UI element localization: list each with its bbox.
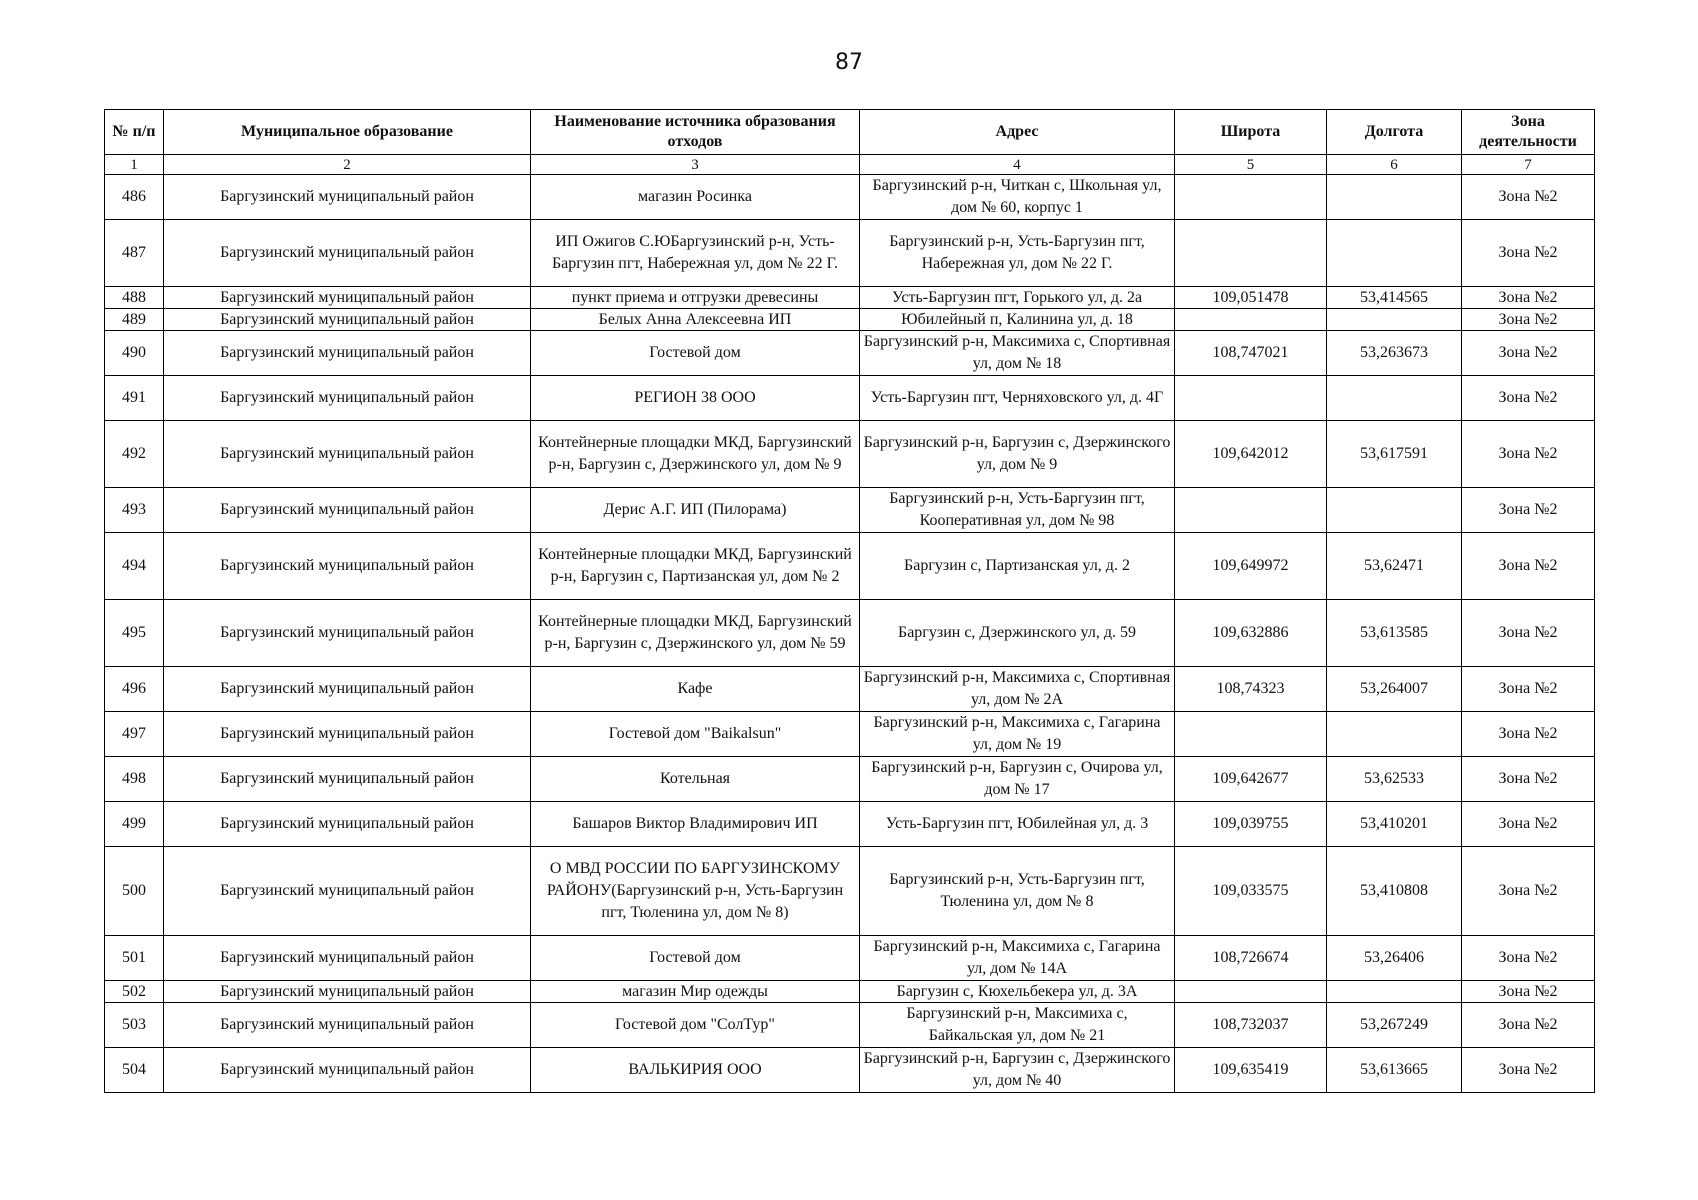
cell-municipality: Баргузинский муниципальный район xyxy=(164,1048,531,1093)
header-cell-longitude: Долгота xyxy=(1327,110,1462,155)
cell-municipality: Баргузинский муниципальный район xyxy=(164,488,531,533)
cell-source-name: магазин Росинка xyxy=(531,175,860,220)
cell-zone: Зона №2 xyxy=(1462,533,1595,600)
cell-address: Усть-Баргузин пгт, Черняховского ул, д. 4Г xyxy=(860,376,1175,421)
cell-source-name: Гостевой дом xyxy=(531,936,860,981)
cell-index: 502 xyxy=(105,981,164,1003)
table-row xyxy=(105,936,1595,981)
cell-zone: Зона №2 xyxy=(1462,847,1595,936)
cell-zone: Зона №2 xyxy=(1462,936,1595,981)
cell-index: 498 xyxy=(105,757,164,802)
cell-index: 495 xyxy=(105,600,164,667)
cell-source-name: Контейнерные площадки МКД, Баргузинский р-н, Баргузин с, Дзержинского ул, дом № 9 xyxy=(531,421,860,488)
table-row xyxy=(105,1048,1595,1093)
cell-index: 490 xyxy=(105,331,164,376)
cell-longitude: 53,410201 xyxy=(1327,802,1462,847)
cell-latitude: 108,732037 xyxy=(1175,1003,1327,1048)
page-number: 87 xyxy=(835,50,863,75)
cell-municipality: Баргузинский муниципальный район xyxy=(164,376,531,421)
table-row xyxy=(105,376,1595,421)
cell-latitude xyxy=(1175,488,1327,533)
cell-index: 503 xyxy=(105,1003,164,1048)
cell-latitude: 109,642012 xyxy=(1175,421,1327,488)
table-row xyxy=(105,712,1595,757)
cell-longitude: 53,414565 xyxy=(1327,287,1462,309)
cell-source-name: Кафе xyxy=(531,667,860,712)
cell-address: Юбилейный п, Калинина ул, д. 18 xyxy=(860,309,1175,331)
cell-source-name: О МВД РОССИИ ПО БАРГУЗИНСКОМУ РАЙОНУ(Баргузинский р-н, Усть-Баргузин пгт, Тюленина ул, дом № 8) xyxy=(531,847,860,936)
cell-zone: Зона №2 xyxy=(1462,331,1595,376)
cell-index: 500 xyxy=(105,847,164,936)
cell-municipality: Баргузинский муниципальный район xyxy=(164,175,531,220)
cell-longitude: 53,62471 xyxy=(1327,533,1462,600)
waste-sources-table xyxy=(104,109,1595,1093)
cell-municipality: Баргузинский муниципальный район xyxy=(164,600,531,667)
cell-zone: Зона №2 xyxy=(1462,421,1595,488)
cell-address: Усть-Баргузин пгт, Горького ул, д. 2а xyxy=(860,287,1175,309)
header-cell-latitude: Широта xyxy=(1175,110,1327,155)
cell-index: 496 xyxy=(105,667,164,712)
cell-address: Усть-Баргузин пгт, Юбилейная ул, д. 3 xyxy=(860,802,1175,847)
cell-index: 488 xyxy=(105,287,164,309)
cell-latitude: 109,632886 xyxy=(1175,600,1327,667)
cell-source-name: Гостевой дом "СолТур" xyxy=(531,1003,860,1048)
cell-source-name: ВАЛЬКИРИЯ ООО xyxy=(531,1048,860,1093)
cell-zone: Зона №2 xyxy=(1462,376,1595,421)
cell-latitude: 109,642677 xyxy=(1175,757,1327,802)
cell-source-name: Дерис А.Г. ИП (Пилорама) xyxy=(531,488,860,533)
cell-latitude xyxy=(1175,175,1327,220)
cell-address: Баргузинский р-н, Максимиха с, Спортивная ул, дом № 18 xyxy=(860,331,1175,376)
cell-latitude: 109,649972 xyxy=(1175,533,1327,600)
cell-latitude xyxy=(1175,981,1327,1003)
cell-municipality: Баргузинский муниципальный район xyxy=(164,712,531,757)
column-number: 2 xyxy=(164,155,531,175)
cell-index: 494 xyxy=(105,533,164,600)
table-row xyxy=(105,287,1595,309)
cell-latitude: 108,747021 xyxy=(1175,331,1327,376)
cell-index: 504 xyxy=(105,1048,164,1093)
table-row xyxy=(105,488,1595,533)
table-row xyxy=(105,600,1595,667)
cell-longitude: 53,62533 xyxy=(1327,757,1462,802)
cell-latitude xyxy=(1175,220,1327,287)
cell-municipality: Баргузинский муниципальный район xyxy=(164,1003,531,1048)
cell-longitude xyxy=(1327,712,1462,757)
column-number: 7 xyxy=(1462,155,1595,175)
cell-index: 493 xyxy=(105,488,164,533)
cell-longitude xyxy=(1327,175,1462,220)
cell-source-name: магазин Мир одежды xyxy=(531,981,860,1003)
column-number-row xyxy=(105,155,1595,175)
cell-zone: Зона №2 xyxy=(1462,175,1595,220)
cell-longitude: 53,267249 xyxy=(1327,1003,1462,1048)
table-row xyxy=(105,847,1595,936)
cell-latitude: 109,033575 xyxy=(1175,847,1327,936)
cell-source-name: Башаров Виктор Владимирович ИП xyxy=(531,802,860,847)
cell-address: Баргузинский р-н, Усть-Баргузин пгт, Тюленина ул, дом № 8 xyxy=(860,847,1175,936)
cell-municipality: Баргузинский муниципальный район xyxy=(164,847,531,936)
cell-latitude: 108,74323 xyxy=(1175,667,1327,712)
cell-index: 487 xyxy=(105,220,164,287)
cell-zone: Зона №2 xyxy=(1462,981,1595,1003)
cell-municipality: Баргузинский муниципальный район xyxy=(164,533,531,600)
cell-zone: Зона №2 xyxy=(1462,712,1595,757)
cell-zone: Зона №2 xyxy=(1462,309,1595,331)
cell-longitude xyxy=(1327,488,1462,533)
cell-address: Баргузин с, Партизанская ул, д. 2 xyxy=(860,533,1175,600)
cell-address: Баргузинский р-н, Читкан с, Школьная ул, дом № 60, корпус 1 xyxy=(860,175,1175,220)
column-number: 1 xyxy=(105,155,164,175)
cell-source-name: пункт приема и отгрузки древесины xyxy=(531,287,860,309)
cell-address: Баргузинский р-н, Максимиха с, Гагарина ул, дом № 19 xyxy=(860,712,1175,757)
cell-address: Баргузинский р-н, Максимиха с, Спортивная ул, дом № 2А xyxy=(860,667,1175,712)
cell-longitude: 53,613585 xyxy=(1327,600,1462,667)
cell-index: 491 xyxy=(105,376,164,421)
cell-municipality: Баргузинский муниципальный район xyxy=(164,757,531,802)
cell-municipality: Баргузинский муниципальный район xyxy=(164,981,531,1003)
cell-municipality: Баргузинский муниципальный район xyxy=(164,667,531,712)
table-row xyxy=(105,175,1595,220)
cell-latitude: 108,726674 xyxy=(1175,936,1327,981)
cell-index: 486 xyxy=(105,175,164,220)
cell-longitude: 53,264007 xyxy=(1327,667,1462,712)
cell-zone: Зона №2 xyxy=(1462,667,1595,712)
cell-longitude xyxy=(1327,309,1462,331)
cell-source-name: Белых Анна Алексеевна ИП xyxy=(531,309,860,331)
column-number: 5 xyxy=(1175,155,1327,175)
table-row xyxy=(105,802,1595,847)
cell-zone: Зона №2 xyxy=(1462,1003,1595,1048)
cell-zone: Зона №2 xyxy=(1462,802,1595,847)
column-number: 6 xyxy=(1327,155,1462,175)
table-row xyxy=(105,667,1595,712)
cell-address: Баргузинский р-н, Максимиха с, Байкальская ул, дом № 21 xyxy=(860,1003,1175,1048)
cell-latitude: 109,051478 xyxy=(1175,287,1327,309)
cell-address: Баргузинский р-н, Усть-Баргузин пгт, Кооперативная ул, дом № 98 xyxy=(860,488,1175,533)
table-body xyxy=(105,175,1595,1093)
cell-longitude xyxy=(1327,981,1462,1003)
cell-index: 501 xyxy=(105,936,164,981)
header-cell-zone: Зона деятельности xyxy=(1462,110,1595,155)
cell-source-name: Котельная xyxy=(531,757,860,802)
cell-address: Баргузинский р-н, Усть-Баргузин пгт, Набережная ул, дом № 22 Г. xyxy=(860,220,1175,287)
cell-longitude xyxy=(1327,220,1462,287)
cell-municipality: Баргузинский муниципальный район xyxy=(164,287,531,309)
header-cell-index: № п/п xyxy=(105,110,164,155)
cell-latitude: 109,635419 xyxy=(1175,1048,1327,1093)
cell-longitude: 53,263673 xyxy=(1327,331,1462,376)
cell-longitude: 53,613665 xyxy=(1327,1048,1462,1093)
cell-municipality: Баргузинский муниципальный район xyxy=(164,802,531,847)
cell-latitude xyxy=(1175,712,1327,757)
cell-source-name: Гостевой дом "Baikalsun" xyxy=(531,712,860,757)
cell-latitude xyxy=(1175,309,1327,331)
header-cell-address: Адрес xyxy=(860,110,1175,155)
cell-index: 492 xyxy=(105,421,164,488)
cell-zone: Зона №2 xyxy=(1462,287,1595,309)
column-number: 3 xyxy=(531,155,860,175)
header-cell-municipality: Муниципальное образование xyxy=(164,110,531,155)
cell-source-name: ИП Ожигов С.ЮБаргузинский р-н, Усть-Баргузин пгт, Набережная ул, дом № 22 Г. xyxy=(531,220,860,287)
cell-latitude: 109,039755 xyxy=(1175,802,1327,847)
cell-address: Баргузинский р-н, Баргузин с, Дзержинского ул, дом № 9 xyxy=(860,421,1175,488)
cell-source-name: Контейнерные площадки МКД, Баргузинский р-н, Баргузин с, Партизанская ул, дом № 2 xyxy=(531,533,860,600)
cell-index: 497 xyxy=(105,712,164,757)
cell-municipality: Баргузинский муниципальный район xyxy=(164,309,531,331)
cell-zone: Зона №2 xyxy=(1462,220,1595,287)
cell-municipality: Баргузинский муниципальный район xyxy=(164,331,531,376)
cell-latitude xyxy=(1175,376,1327,421)
table-row xyxy=(105,421,1595,488)
cell-index: 499 xyxy=(105,802,164,847)
table-row xyxy=(105,981,1595,1003)
header-row xyxy=(105,110,1595,155)
table-row xyxy=(105,220,1595,287)
cell-municipality: Баргузинский муниципальный район xyxy=(164,421,531,488)
header-cell-source-name: Наименование источника образования отходов xyxy=(531,110,860,155)
cell-municipality: Баргузинский муниципальный район xyxy=(164,220,531,287)
cell-address: Баргузинский р-н, Баргузин с, Очирова ул, дом № 17 xyxy=(860,757,1175,802)
cell-zone: Зона №2 xyxy=(1462,488,1595,533)
table-row xyxy=(105,331,1595,376)
table-row xyxy=(105,1003,1595,1048)
cell-zone: Зона №2 xyxy=(1462,1048,1595,1093)
table-row xyxy=(105,757,1595,802)
cell-longitude xyxy=(1327,376,1462,421)
cell-longitude: 53,410808 xyxy=(1327,847,1462,936)
table-row xyxy=(105,309,1595,331)
cell-longitude: 53,617591 xyxy=(1327,421,1462,488)
cell-source-name: Контейнерные площадки МКД, Баргузинский р-н, Баргузин с, Дзержинского ул, дом № 59 xyxy=(531,600,860,667)
column-number: 4 xyxy=(860,155,1175,175)
cell-address: Баргузин с, Кюхельбекера ул, д. 3А xyxy=(860,981,1175,1003)
table-row xyxy=(105,533,1595,600)
cell-source-name: РЕГИОН 38 ООО xyxy=(531,376,860,421)
cell-source-name: Гостевой дом xyxy=(531,331,860,376)
cell-address: Баргузинский р-н, Максимиха с, Гагарина ул, дом № 14А xyxy=(860,936,1175,981)
cell-address: Баргузинский р-н, Баргузин с, Дзержинского ул, дом № 40 xyxy=(860,1048,1175,1093)
cell-zone: Зона №2 xyxy=(1462,600,1595,667)
cell-index: 489 xyxy=(105,309,164,331)
cell-municipality: Баргузинский муниципальный район xyxy=(164,936,531,981)
cell-zone: Зона №2 xyxy=(1462,757,1595,802)
cell-address: Баргузин с, Дзержинского ул, д. 59 xyxy=(860,600,1175,667)
cell-longitude: 53,26406 xyxy=(1327,936,1462,981)
